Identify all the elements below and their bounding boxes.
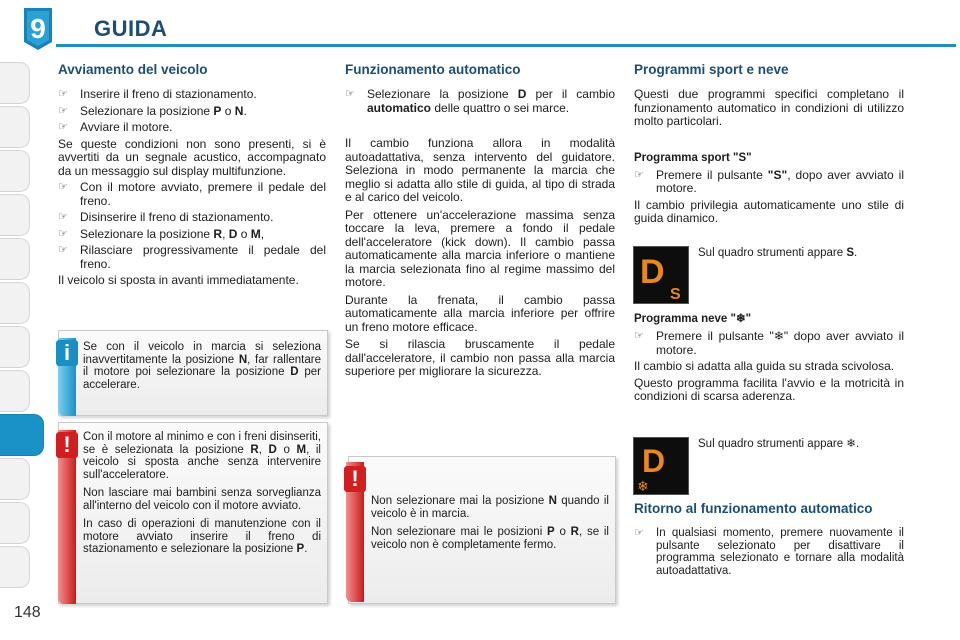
- side-tab-1[interactable]: [0, 62, 30, 104]
- sport-mode-display: [633, 246, 689, 304]
- paragraph: Il cambio privilegia automaticamente uno stile di guida dinamico.: [634, 197, 904, 225]
- paragraph: Questo programma facilita l'avvio e la motricità in condizioni di scarsa aderenza.: [634, 375, 904, 403]
- warning-icon: !: [344, 466, 366, 492]
- chapter-badge: [20, 6, 56, 52]
- hand-bullet-icon: ☞: [58, 227, 68, 240]
- side-tab-2[interactable]: [0, 106, 30, 148]
- side-tab-6[interactable]: [0, 282, 30, 324]
- heading-avviamento: Avviamento del veicolo: [58, 62, 208, 77]
- hand-bullet-icon: ☞: [58, 244, 68, 256]
- side-tab-4[interactable]: [0, 194, 30, 236]
- info-box: [58, 330, 328, 416]
- sport-caption: Sul quadro strumenti appare S.: [698, 247, 858, 259]
- list-item: ☞ Rilasciare progressivamente il pedale del freno.: [58, 243, 326, 271]
- list-item: ☞ In qualsiasi momento, premere nuovamente il pulsante selezionato per disattivare il programma selezionato e tornare alla modalità autoadattativa.: [634, 527, 904, 577]
- paragraph: Durante la frenata, il cambio passa automaticamente alla marcia inferiore per offrire un freno motore efficace.: [345, 292, 615, 334]
- heading-ritorno: Ritorno al funzionamento automatico: [634, 501, 873, 516]
- side-tab-11[interactable]: [0, 502, 30, 544]
- snow-mode-display: [633, 437, 689, 495]
- paragraph: Il veicolo si sposta in avanti immediatamente.: [58, 273, 299, 287]
- info-text: Se con il veicolo in marcia si seleziona inavvertitamente la posizione N, far rallentare il motore poi selezionare la posizione D per accelerare.: [83, 341, 321, 391]
- list-item: ☞ Premere il pulsante "S", dopo aver avviato il motore.: [634, 167, 905, 195]
- page-number: 148: [14, 604, 41, 621]
- info-icon: i: [56, 340, 78, 366]
- warning-text: Con il motore al minimo e con i freni disinseriti, se è selezionata la posizione R, D o M, il veicolo si sposta anche senza intervenire sull'acceleratore.: [83, 431, 321, 481]
- warning-icon: !: [56, 432, 78, 458]
- page-title: GUIDA: [94, 16, 168, 41]
- hand-bullet-icon: ☞: [58, 104, 68, 117]
- heading-neve: Programma neve "❄": [634, 313, 752, 325]
- paragraph: Se si rilascia bruscamente il pedale dall'acceleratore, il cambio non passa alla marcia superiore per migliorare la sicurezza.: [345, 337, 615, 378]
- list-item: ☞ Avviare il motore.: [58, 120, 173, 134]
- list-item: ☞ Selezionare la posizione R, D o M,: [58, 226, 265, 241]
- list-item: ☞ Premere il pulsante "❄" dopo aver avviato il motore.: [634, 329, 904, 357]
- hand-bullet-icon: ☞: [634, 527, 644, 539]
- column-avviamento: [58, 62, 326, 288]
- heading-programmi: Programmi sport e neve: [634, 62, 789, 77]
- warning-box-transmission: [348, 456, 616, 604]
- paragraph: Il cambio si adatta alla guida su strada scivolosa.: [634, 359, 895, 373]
- list-item: ☞ Selezionare la posizione D per il cambio automatico delle quattro o sei marce.: [345, 87, 615, 115]
- side-tab-9-active[interactable]: [0, 414, 44, 456]
- hand-bullet-icon: ☞: [634, 330, 644, 342]
- chapter-number: 9: [30, 13, 46, 44]
- hand-bullet-icon: ☞: [58, 121, 68, 133]
- side-tab-10[interactable]: [0, 458, 30, 500]
- hand-bullet-icon: ☞: [58, 181, 68, 193]
- side-tab-8[interactable]: [0, 370, 30, 412]
- list-item: ☞ Selezionare la posizione P o N.: [58, 103, 247, 118]
- list-item: ☞ Inserire il freno di stazionamento.: [58, 87, 257, 101]
- warning-text: Non selezionare mai la posizione N quando il veicolo è in marcia.: [371, 495, 609, 520]
- hand-bullet-icon: ☞: [58, 211, 68, 223]
- paragraph: Per ottenere un'accelerazione massima senza toccare la leva, premere a fondo il pedale dell'acceleratore (kick down). Il cambio passa automaticamente alla marcia inferiore o mantiene la marcia selezionata fino al regime massimo del motore.: [345, 207, 615, 289]
- side-tab-5[interactable]: [0, 238, 30, 280]
- display-gear-letter: D: [640, 253, 665, 291]
- heading-sport: Programma sport "S": [634, 151, 752, 164]
- display-gear-letter: D: [642, 443, 666, 479]
- hand-bullet-icon: ☞: [58, 88, 68, 100]
- section-ritorno: [634, 501, 904, 577]
- list-item: ☞ Disinserire il freno di stazionamento.: [58, 210, 274, 224]
- warning-text: Non lasciare mai bambini senza sorveglianza all'interno del veicolo con il motore avviato.: [83, 487, 321, 512]
- paragraph: Se queste condizioni non sono presenti, si è avvertiti da un segnale acustico, accompagnato da un messaggio sul display multifunzione.: [58, 136, 326, 178]
- side-tab-12[interactable]: [0, 546, 30, 588]
- side-tab-3[interactable]: [0, 150, 30, 192]
- snow-caption: Sul quadro strumenti appare ❄.: [698, 438, 860, 450]
- display-snowflake-icon: ❄: [637, 479, 649, 494]
- column-programmi: [634, 62, 904, 226]
- warning-box: [58, 422, 328, 604]
- display-mode-letter: S: [670, 286, 681, 303]
- hand-bullet-icon: ☞: [634, 168, 644, 181]
- list-item: ☞ Con il motore avviato, premere il pedale del freno.: [58, 180, 326, 208]
- side-tab-7[interactable]: [0, 326, 30, 368]
- warning-text: In caso di operazioni di manutenzione con il motore avviato inserire il freno di stazionamento e selezionare la posizione P.: [83, 518, 321, 555]
- warning-text: Non selezionare mai le posizioni P o R, se il veicolo non è completamente fermo.: [371, 526, 609, 551]
- paragraph: Il cambio funziona allora in modalità autoadattativa, senza intervento del guidatore. Seleziona in modo permanente la marcia che meglio si adatta allo stile di guida, al tipo di strada e al carico del veicolo.: [345, 136, 615, 204]
- heading-funzionamento: Funzionamento automatico: [345, 62, 521, 77]
- header-rule: [56, 44, 956, 47]
- column-funzionamento: [345, 62, 615, 379]
- section-neve: [634, 312, 904, 404]
- paragraph: Questi due programmi specifici completano il funzionamento automatico in condizioni di utilizzo molto particolari.: [634, 87, 904, 128]
- hand-bullet-icon: ☞: [345, 88, 355, 100]
